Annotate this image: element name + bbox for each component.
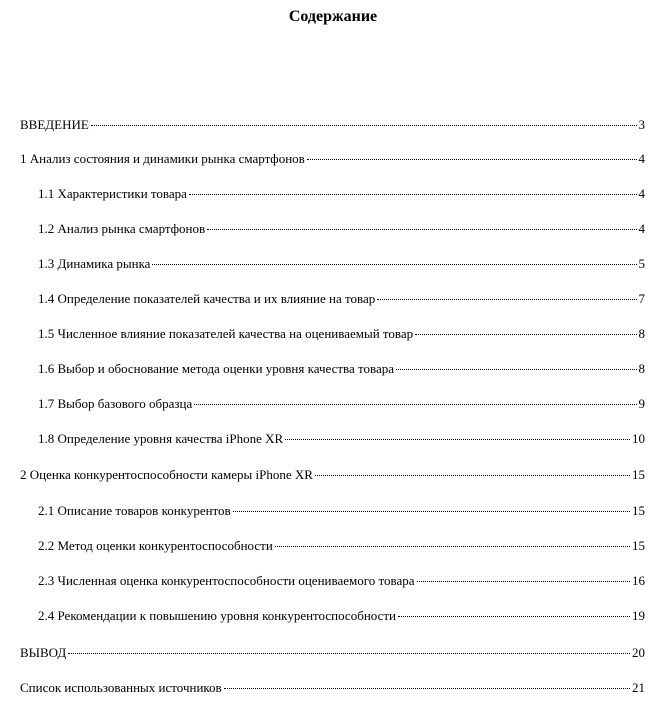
toc-entry-page: 5 bbox=[638, 256, 645, 271]
leader-dots bbox=[189, 193, 637, 195]
leader-dots bbox=[233, 510, 630, 512]
toc-entry[interactable] bbox=[38, 431, 645, 447]
leader-dots bbox=[417, 580, 631, 582]
leader-dots bbox=[152, 263, 636, 265]
toc-entry-label: 1 Анализ состояния и динамики рынка смартфонов bbox=[20, 151, 305, 166]
toc-entry[interactable] bbox=[38, 538, 645, 554]
toc-entry-label: 1.4 Определение показателей качества и их влияние на товар bbox=[38, 291, 376, 306]
toc-entry-page: 15 bbox=[632, 503, 645, 518]
toc-entry-page: 9 bbox=[638, 396, 645, 411]
toc-entry-page: 3 bbox=[638, 117, 645, 132]
toc-entry[interactable] bbox=[38, 361, 645, 377]
toc-entry[interactable] bbox=[20, 680, 645, 696]
toc-entry[interactable] bbox=[20, 117, 645, 133]
toc-entry-page: 4 bbox=[638, 151, 645, 166]
leader-dots bbox=[275, 545, 630, 547]
toc-entry[interactable] bbox=[38, 608, 645, 624]
toc-entry-label: ВЫВОД bbox=[20, 645, 67, 660]
toc-entry[interactable] bbox=[38, 186, 645, 202]
toc-entry-page: 21 bbox=[632, 680, 645, 695]
toc-entry-label: 2.2 Метод оценки конкурентоспособности bbox=[38, 538, 273, 553]
toc-entry-page: 10 bbox=[632, 431, 645, 446]
page-title: Содержание bbox=[288, 8, 378, 25]
toc-entry-page: 4 bbox=[638, 186, 645, 201]
leader-dots bbox=[307, 158, 637, 160]
leader-dots bbox=[398, 615, 630, 617]
toc-entry-page: 4 bbox=[638, 221, 645, 236]
leader-dots bbox=[91, 124, 637, 126]
leader-dots bbox=[396, 368, 636, 370]
toc-entry-page: 15 bbox=[632, 538, 645, 553]
toc-entry-label: 2.4 Рекомендации к повышению уровня конкурентоспособности bbox=[38, 608, 397, 623]
toc-entry-label: 1.3 Динамика рынка bbox=[38, 256, 151, 271]
toc-entry-label: Список использованных источников bbox=[20, 680, 222, 695]
toc-entry-page: 7 bbox=[638, 291, 645, 306]
toc-entry[interactable] bbox=[38, 291, 645, 307]
leader-dots bbox=[377, 298, 636, 300]
toc-entry-label: 2 Оценка конкурентоспособности камеры iPhone XR bbox=[20, 467, 313, 482]
toc-entry-page: 20 bbox=[632, 645, 645, 660]
toc-entry-label: 1.8 Определение уровня качества iPhone XR bbox=[38, 431, 284, 446]
toc-entry[interactable] bbox=[38, 503, 645, 519]
toc-entry[interactable] bbox=[20, 467, 645, 483]
toc-entry-page: 16 bbox=[632, 573, 645, 588]
toc-entry[interactable] bbox=[38, 396, 645, 412]
leader-dots bbox=[315, 474, 630, 476]
leader-dots bbox=[415, 333, 636, 335]
toc-entry[interactable] bbox=[20, 645, 645, 661]
toc-entry-label: 2.3 Численная оценка конкурентоспособности оцениваемого товара bbox=[38, 573, 415, 588]
toc-entry-page: 8 bbox=[638, 326, 645, 341]
toc-entry-label: 1.1 Характеристики товара bbox=[38, 186, 187, 201]
toc-entry-page: 19 bbox=[632, 608, 645, 623]
leader-dots bbox=[68, 652, 630, 654]
leader-dots bbox=[285, 438, 630, 440]
toc-entry[interactable] bbox=[38, 573, 645, 589]
toc-entry-label: 2.1 Описание товаров конкурентов bbox=[38, 503, 231, 518]
leader-dots bbox=[194, 403, 636, 405]
toc-entry-label: ВВЕДЕНИЕ bbox=[20, 117, 89, 132]
toc-entry[interactable] bbox=[20, 151, 645, 167]
leader-dots bbox=[224, 687, 630, 689]
toc-entry-label: 1.2 Анализ рынка смартфонов bbox=[38, 221, 206, 236]
toc-entry[interactable] bbox=[38, 256, 645, 272]
toc-entry[interactable] bbox=[38, 326, 645, 342]
toc-entry[interactable] bbox=[38, 221, 645, 237]
leader-dots bbox=[207, 228, 636, 230]
toc-entry-label: 1.7 Выбор базового образца bbox=[38, 396, 193, 411]
toc-entry-page: 15 bbox=[632, 467, 645, 482]
toc-entry-label: 1.5 Численное влияние показателей качества на оцениваемый товар bbox=[38, 326, 414, 341]
toc-entry-page: 8 bbox=[638, 361, 645, 376]
toc-entry-label: 1.6 Выбор и обоснование метода оценки уровня качества товара bbox=[38, 361, 395, 376]
